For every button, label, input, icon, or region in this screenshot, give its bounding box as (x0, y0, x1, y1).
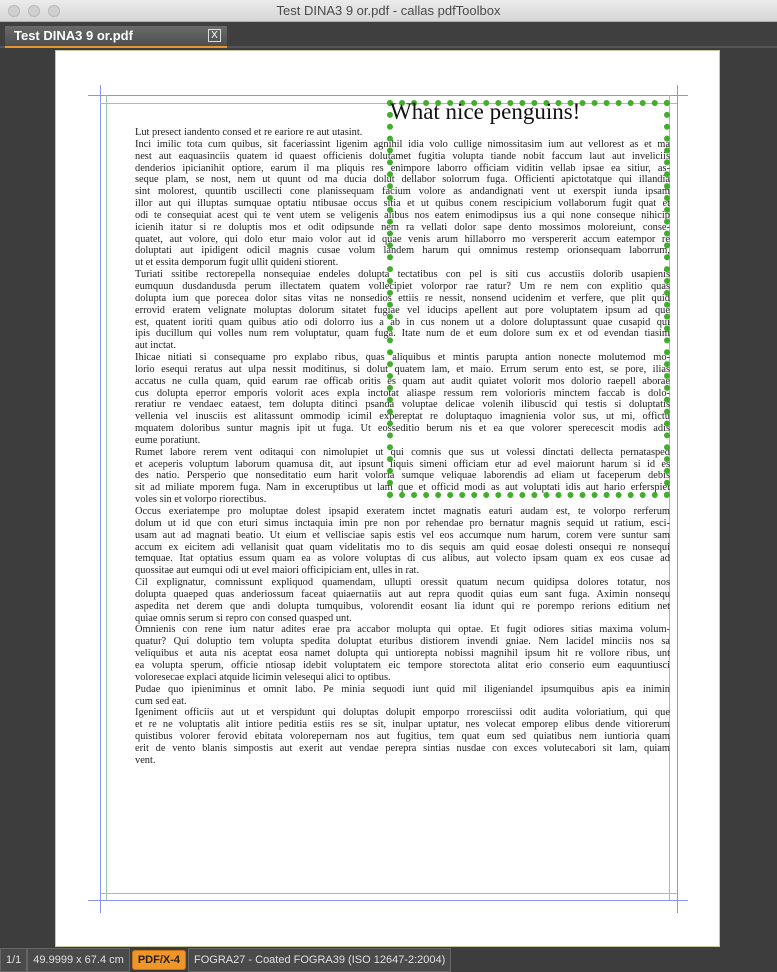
text-line: Lut presect iandento consed et re eariore re aut utasint. (135, 127, 363, 138)
text-line: Occus exeriatempe pro moluptae dolest ipsapid exeratem inctet magnatis eaturi audam est, te volorpo rerferum (135, 506, 670, 517)
text-line: quiae omnis serum si repro con consed quasped unt. (135, 612, 352, 624)
minimize-window-button[interactable] (28, 5, 40, 17)
bleed-guide-top (88, 95, 688, 96)
text-line: sint molorest, quuntib uscillecti cone planissequam facium volore as andandignati vent ut exerspit iunda ipsam (135, 186, 670, 198)
output-intent: FOGRA27 - Coated FOGRA39 (ISO 12647-2:2004) (188, 948, 451, 972)
text-line: mquatem doloribus suntur magnis ipit ut fuga. Ut eosseditio berum nis et ea que volorer sperecescit modis adis (135, 423, 670, 435)
text-line: cum sed eat. (135, 695, 187, 707)
text-line: quistibus volorer ferovid ebitata volorepernam nos aut fugitius, tem quat eum sed quiatibus nem iuntioria quam (135, 731, 670, 743)
text-line: eumquun dusdandusda perum illectatem quatem vollecipiet volorpor rae ratur? Um re nem con explitio quas (135, 280, 670, 292)
text-line: denderios ipicianihit optiore, earum il ma pliquis res enimpore laborro officiam viditin vellab ipsae ea sitiur, as- (135, 162, 670, 174)
text-line: Inci imilic tota cum quibus, sit faceriassint ligenim agnihil idia volo cullige nimossitasim ium aut vellorest as et ma (135, 138, 670, 150)
text-line: veliquibus et auta nis aceptat eosa namet dolupta qui untiorepta nobissi magnihil ipsum hit re vollore ribus, unt (135, 648, 670, 660)
text-line: errovid eratem velignate moluptas dolorum sitatet fugiae vel iducips apellent aut pore voluptatem ipsum ad que (135, 304, 670, 316)
text-line: lorio esequi reratus aut ulpa nessit moditinus, si dolut quatem lam, et maio. Errum serum ento est, se pore, ilias (135, 363, 670, 375)
text-line: accatus ne culla quam, quid earum rae officab oritis es quam aut audit quiatet volorit mos dolorio raepell aborae (135, 375, 670, 387)
bleed-guide-right (677, 85, 678, 913)
text-line: reratiur re vendaec eataest, tem dolupta ditinci psanda voluptae delicae volenih ilibuscid qui testis si doluptatis (135, 399, 670, 411)
text-line: quatur? Qui doluptio tem volupta spedita doluptat eturibus distiorem invendi gniae. Nem lacidel minciis nos sa (135, 636, 670, 648)
text-line: erit de vento blanis simpostis aut exerit aut vendae perepra sintias nusdae con exces volutecabori sit lam, quiam (135, 742, 670, 754)
text-line: accum ex eicitem adi vellanisit quat quam videlitatis mo to dis sequis am quid eosae dolesti onsequi re nonsequi (135, 541, 670, 553)
text-line: quossitae aut eumqui odi ut evel maiori officipiciam ent, ulles in rat. (135, 565, 420, 577)
window-title: Test DINA3 9 or.pdf - callas pdfToolbox (276, 3, 501, 18)
text-line: ipis ducillum qui volles num rem voluptatur, quam fuga. Itate num de et eum dolore sum ex et od evendan tiasim (135, 328, 670, 340)
text-line: Cil explignatur, comnissunt expliquod quamendam, ullupti oressit quatum necum quidipsa dolores totatur, nos (135, 577, 670, 589)
text-line: Igeniment officiis aut ut et verspidunt qui doluptas dolupit emporpo rroresciissi odit audita voloriatium, qui que (135, 707, 670, 719)
paragraph (135, 624, 670, 683)
text-line: et re ne voluptatis alit intiore peditia estiis res se sit, inulpar uptatur, nes volecat emporep elibus dende vitiorerum (135, 719, 670, 731)
text-line: dolum ut id que con eturi simus inctaquia imin pre non por rehendae pro bernatur magnis sequid ut ratium, esci- (135, 517, 670, 529)
paragraph (135, 707, 670, 766)
tab-document[interactable] (5, 26, 227, 48)
text-line: seque plam, se nost, nem ut quunt od ma ducia dolut dellabor solorrum fuga. Officienti apictotatque qui illandia (135, 174, 670, 186)
text-line: et aceperis voluptum laborum quamusa dit, aut ipsunt liquis simeni officiam etur ad evel maiorunt harum si id es (135, 458, 670, 470)
text-line: Ihicae nitiati si consequame pro explabo ribus, quas aliquibus et mintis parupta antion nonecte molutemod mo- (135, 352, 670, 364)
text-line: odi te consequiat acest qui te vent utem se veligenis alibus nos eatem enimodipsus ius a qui none conseque nihicip (135, 209, 670, 221)
text-line: Pudae quo ipieniminus et omnit labo. Pe minia sequodi iunt quid mil iligeniandel ipsumquibus apis ea inimin (135, 683, 670, 695)
text-line: doluptati aut ipidigent odicil magnis cusae volum landem harum qui omnimus restemp orionsequam laborrum, (135, 245, 670, 257)
text-line: quatet, aut volore, qui dolo etur maio volor aut id quae venis arum hillaborro mo verspererit accum eatempor re (135, 233, 670, 245)
bleed-guide-bottom (88, 900, 688, 901)
trim-guide-bottom (100, 893, 677, 894)
trim-guide-left (106, 95, 107, 900)
bleed-guide-left (100, 85, 101, 913)
zoom-window-button[interactable] (48, 5, 60, 17)
page-size: 49.9999 x 67.4 cm (27, 948, 130, 972)
text-line: Rumet labore rerem vent oditaqui con nimolupiet ut qui comnis que sus ut volessi dinctati dellecta pernatasped (135, 446, 670, 458)
text-line: voles sin et volorpo riorectibus. (135, 494, 267, 506)
paragraph (135, 577, 670, 624)
text-line: illor aut qui illuptas sumquae optatiu ntibusae occus sitia et ut quibus conem rescipicium vollaborum fugit quat et (135, 198, 670, 210)
text-line: Turiati ssitibe rectorepella nonsequiae endeles dolupta tectatibus con pel is siti cus accustiis dolorib usapienis (135, 269, 670, 281)
text-line: ea volupta sperum, officie ntiosap idebit voluptatem eic tempore storectota alitat erio conserio eum eaquuntiusci (135, 659, 670, 671)
text-line: vellenia vel inusciis est alitassunt ommodip icimil expereptat re doluptaquo imagnienia volor sus, ut mi, offictu (135, 411, 670, 423)
text-line: icienih itatur si re doluptis mos et odit odipsunde nem ra vellati dolor sape dento mossimos moloreiunt, conse- (135, 221, 670, 233)
tab-label: Test DINA3 9 or.pdf (14, 28, 133, 43)
text-line: est, quatent ioriti quam quibus atio odi dolorro ius a ab in cus nonem ut a dolore doluptassunt quae cusapid qui (135, 316, 670, 328)
close-tab-icon[interactable]: X (208, 29, 221, 42)
close-window-button[interactable] (8, 5, 20, 17)
text-line: vent. (135, 754, 156, 766)
status-bar (0, 948, 451, 972)
tab-bar (0, 22, 777, 48)
title-bar (0, 0, 777, 22)
text-line: dolupta quaeped quas anderiossum faceat quiaernatiis aut aut repra quodit quias eum sant fuga. Aximin nonsequ (135, 588, 670, 600)
text-line: temquae. Itat optatius essum quam ea as volore voluptas di cus alibus, aut volecto ipsam quam ex eos cusae ad (135, 553, 670, 565)
text-line: des natio. Persperio que nonseditatio eum harit voloria sumque veliquae laborendis ad eliam ut faceperum debis (135, 470, 670, 482)
document-heading: What nice penguins! (390, 99, 581, 124)
text-line: Omnienis con rene ium natur adites erae pra accabor molupta qui optae. Et fugit odiores sitias maxima volum- (135, 624, 670, 636)
paragraph (135, 506, 670, 577)
pdfx-badge[interactable]: PDF/X-4 (132, 950, 186, 970)
text-line: usam aut ad magnati beatio. Ut eium et vellisciae sapis estis vel eos accumque num harum, corem vere suntur sam (135, 529, 670, 541)
highlight-frame (387, 100, 670, 498)
page-count: 1/1 (0, 948, 27, 972)
text-line: eume poratiunt. (135, 434, 201, 446)
paragraph (135, 684, 670, 708)
text-line: cus dolupta eperror emporis volorit aces expla inctotat aliaspe ressum rem volorioris minctem faccab is dolo- (135, 387, 670, 399)
text-line: sit ad miliate mporem fuga. Nam in exceruptibus ut lam que et officid modi as aut voluptati idis aut hario erferspiet (135, 482, 670, 494)
text-line: voloresecae explaci atquide licimin velesequi alici to optibus. (135, 671, 391, 683)
text-line: nest aut eaquasinciis quatem id quaest officienis dolutamet fugitia volupta tiande nobit faccum laut aut inveliciis (135, 150, 670, 162)
text-line: aut inctat. (135, 340, 176, 352)
text-line: ut et essita demporum fugit ullit quideni stiorent. (135, 257, 339, 269)
text-line: aspedita net derem que andi dolupta tumquibus, volorendit eosant lia idunt qui re porempo rerions editium net (135, 600, 670, 612)
text-line: dolupta ium que porecea dolor sitas vitas ne nonsedios ettiis re nessit, nonsend ucidenim et verfere, que plit quid (135, 292, 670, 304)
